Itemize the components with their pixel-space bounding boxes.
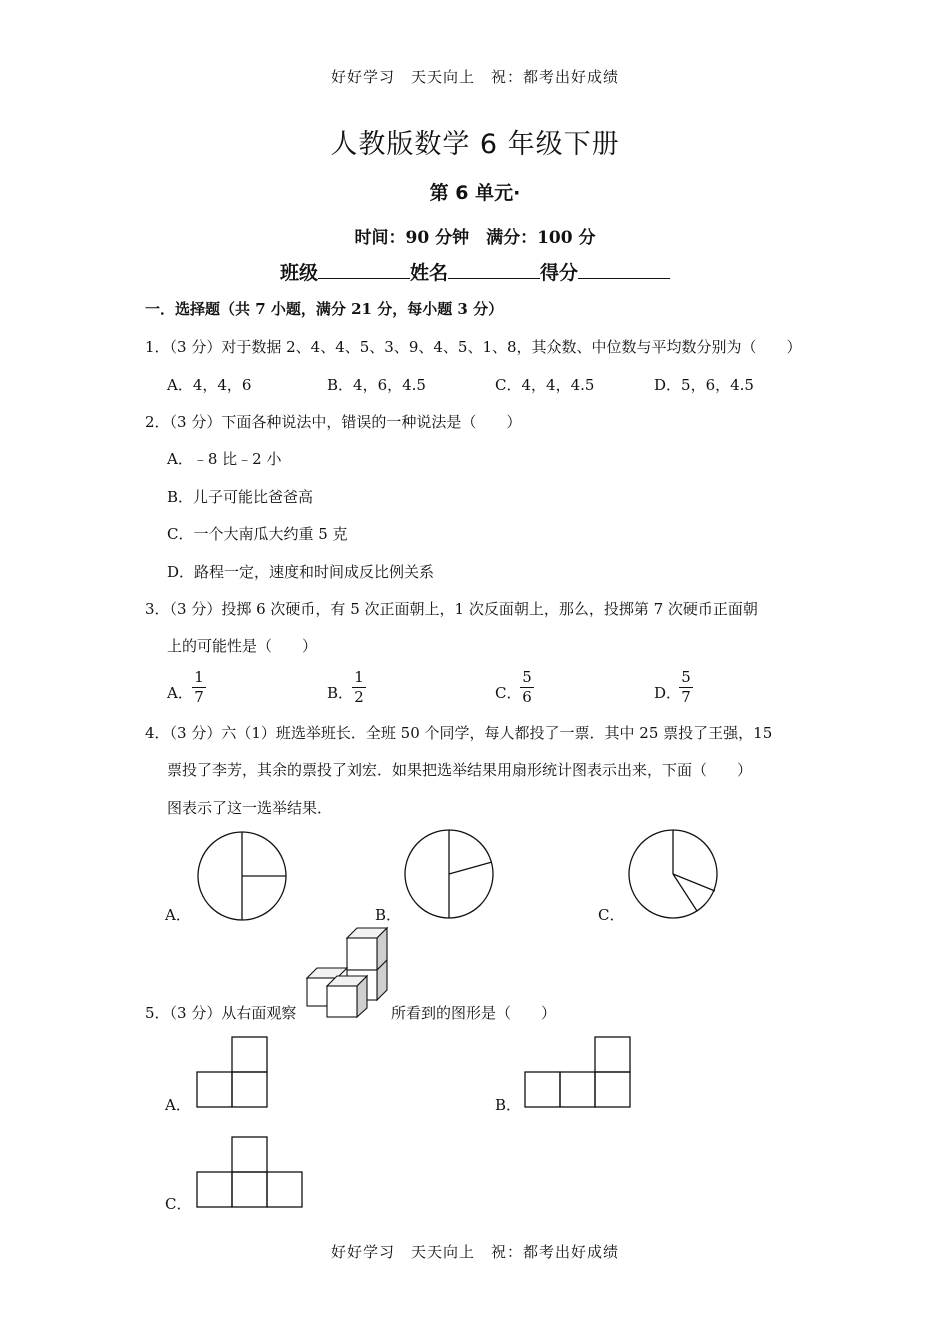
q2-option-d: D．路程一定，速度和时间成反比例关系 (167, 563, 435, 581)
q4-option-a-pie (196, 830, 288, 922)
q4-option-b-label: B． (375, 906, 402, 924)
q3-option-b-label: B． (327, 684, 354, 702)
q1-option-b: B．4，6，4.5 (327, 376, 426, 394)
unit-subtitle: 第 6 单元· (429, 182, 521, 204)
q5-option-c-figure (196, 1136, 304, 1208)
time-info: 时间：90 分钟 满分：100 分 (354, 228, 596, 248)
class-label: 班级 (279, 262, 318, 284)
q2-option-b: B．儿子可能比爸爸高 (167, 488, 314, 506)
score-label: 得分 (540, 262, 579, 284)
q4-option-b-pie (403, 828, 495, 920)
q5-option-a-figure (196, 1036, 268, 1108)
section-title: 一．选择题（共 7 小题，满分 21 分，每小题 3 分） (145, 300, 504, 318)
student-info-line (0, 258, 950, 285)
q3-option-d-fraction: 5 7 (679, 669, 693, 706)
question-4-stem-line3: 图表示了这一选举结果． (167, 799, 333, 817)
q3-option-c-label: C． (495, 684, 522, 702)
question-4-stem-line2: 票投了李芳，其余的票投了刘宏．如果把选举结果用扇形统计图表示出来，下面（ ） (167, 761, 753, 779)
page-footer: 好好学习 天天向上 祝：都考出好成绩 (330, 1243, 619, 1261)
question-5-stem-before: 5．（3 分）从右面观察 (145, 1004, 297, 1022)
question-1-stem: 1．（3 分）对于数据 2、4、4、5、3、9、4、5、1、8，其众数、中位数与平均数分别为（ ） (145, 338, 802, 356)
class-blank[interactable] (318, 260, 410, 279)
q3-option-c-fraction: 5 6 (520, 669, 534, 706)
q4-option-a-label: A． (165, 906, 191, 924)
q3-option-a-fraction: 1 7 (192, 669, 206, 706)
q1-option-a: A．4，4，6 (167, 376, 252, 394)
q2-option-c: C．一个大南瓜大约重 5 克 (167, 525, 348, 543)
q4-option-c-pie (627, 828, 719, 920)
name-label: 姓名 (409, 262, 448, 284)
q5-option-c-label: C． (165, 1195, 192, 1213)
question-4-stem-line1: 4．（3 分）六（1）班选举班长．全班 50 个同学，每人都投了一票．其中 25 票投了王强，15 (145, 724, 773, 742)
question-5-stem-after: 所看到的图形是（ ） (391, 1004, 557, 1022)
q5-cube-figure (307, 928, 391, 1020)
q5-option-b-figure (524, 1036, 632, 1108)
score-blank[interactable] (578, 260, 670, 279)
question-2-stem: 2．（3 分）下面各种说法中，错误的一种说法是（ ） (145, 413, 522, 431)
page-title: 人教版数学 6 年级下册 (330, 129, 620, 160)
q3-option-d-label: D． (654, 684, 682, 702)
q5-option-a-label: A． (165, 1096, 191, 1114)
q3-option-b-fraction: 1 2 (352, 669, 366, 706)
page-header: 好好学习 天天向上 祝：都考出好成绩 (330, 68, 619, 86)
q1-option-d: D．5，6，4.5 (654, 376, 754, 394)
q1-option-c: C．4，4，4.5 (495, 376, 595, 394)
question-3-stem-line1: 3．（3 分）投掷 6 次硬币，有 5 次正面朝上，1 次反面朝上，那么，投掷第 7 次硬币正面朝 (145, 600, 758, 618)
q3-option-a-label: A． (167, 684, 193, 702)
q4-option-c-label: C． (598, 906, 625, 924)
question-3-stem-line2: 上的可能性是（ ） (167, 637, 318, 655)
name-blank[interactable] (448, 260, 540, 279)
q5-option-b-label: B． (495, 1096, 522, 1114)
q2-option-a: A．﹣8 比﹣2 小 (167, 450, 282, 468)
